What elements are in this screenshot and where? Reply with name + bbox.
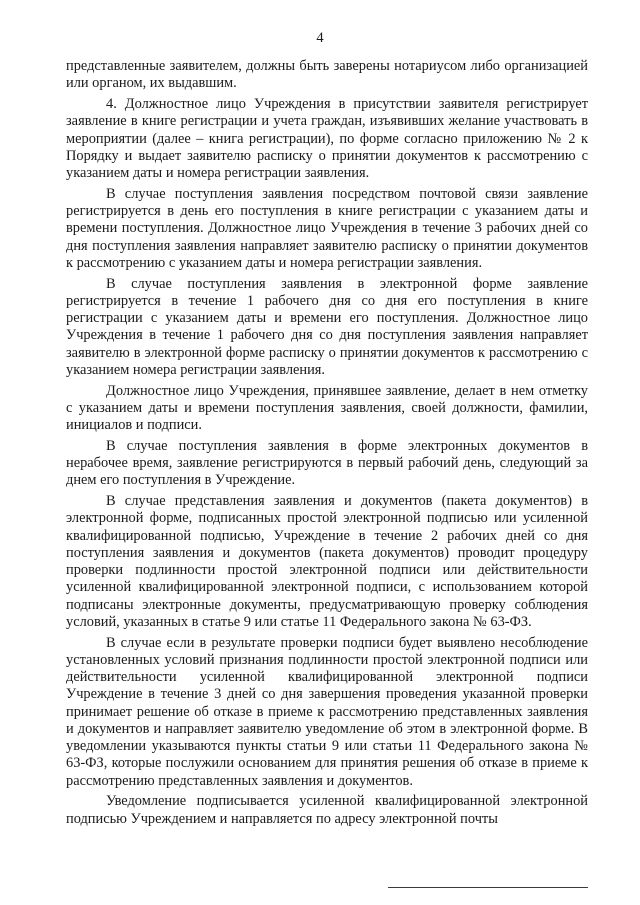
paragraph-9: Уведомление подписывается усиленной квалифицированной электронной подписью Учреждением и направляется по адресу электронной почты — [66, 793, 588, 827]
paragraph-2: 4. Должностное лицо Учреждения в присутствии заявителя регистрирует заявление в книге регистрации и учета граждан, изъявивших желание участвовать в мероприятии (далее – книга регистрации), по форме согласно приложению № 2 к Порядку и выдает заявителю расписку о принятии документов к рассмотрению с указанием даты и номера регистрации заявления. — [66, 96, 588, 181]
paragraph-1: представленные заявителем, должны быть заверены нотариусом либо организацией или органом, их выдавшим. — [66, 58, 588, 92]
paragraph-7: В случае представления заявления и документов (пакета документов) в электронной форме, подписанных простой электронной подписью или усиленной квалифицированной подписью, Учреждение в течение 2 рабочих дней со дня поступления заявления и документов (пакета документов) проводит процедуру проверки подлинности простой электронной подписи или действительности усиленной квалифицированной электронной подписи, с использованием которой подписаны электронные документы, предусматривающую проверку соблюдения условий, указанных в статье 9 или статье 11 Федерального закона № 63-ФЗ. — [66, 493, 588, 630]
paragraph-4: В случае поступления заявления в электронной форме заявление регистрируется в течение 1 рабочего дня со дня его поступления в книге регистрации с указанием даты и времени его поступления. Должностное лицо Учреждения в течение 1 рабочего дня со дня поступления заявления направляет заявителю в электронной форме расписку о принятии документов к рассмотрению с указанием номера регистрации заявления. — [66, 275, 588, 378]
paragraph-6: В случае поступления заявления в форме электронных документов в нерабочее время, заявление регистрируются в первый рабочий день, следующий за днем его поступления в Учреждение. — [66, 437, 588, 489]
document-body — [66, 58, 588, 831]
page-number: 4 — [316, 30, 324, 46]
paragraph-3: В случае поступления заявления посредством почтовой связи заявление регистрируется в день его поступления в книге регистрации с указанием даты и времени поступления. Должностное лицо Учреждения в течение 3 рабочих дней со дня поступления заявления направляет заявителю расписку о принятии документов к рассмотрению с указанием даты и номера регистрации заявления. — [66, 185, 588, 271]
paragraph-8: В случае если в результате проверки подписи будет выявлено несоблюдение установленных условий признания подлинности простой электронной подписи или действительности усиленной квалифицированной электронной подписи Учреждение в течение 3 дней со дня завершения проведения указанной проверки принимает решение об отказе в приеме к рассмотрению представленных заявления и документов и направляет заявителю уведомление об этом в электронной форме. В уведомлении указываются пункты статьи 9 или статьи 11 Федерального закона № 63-ФЗ, которые послужили основанием для принятия решения об отказе в приеме к рассмотрению представленных заявления и документов. — [66, 634, 588, 789]
paragraph-5: Должностное лицо Учреждения, принявшее заявление, делает в нем отметку с указанием даты и времени поступления заявления, своей должности, фамилии, инициалов и подписи. — [66, 382, 588, 433]
footer-rule — [388, 887, 588, 888]
